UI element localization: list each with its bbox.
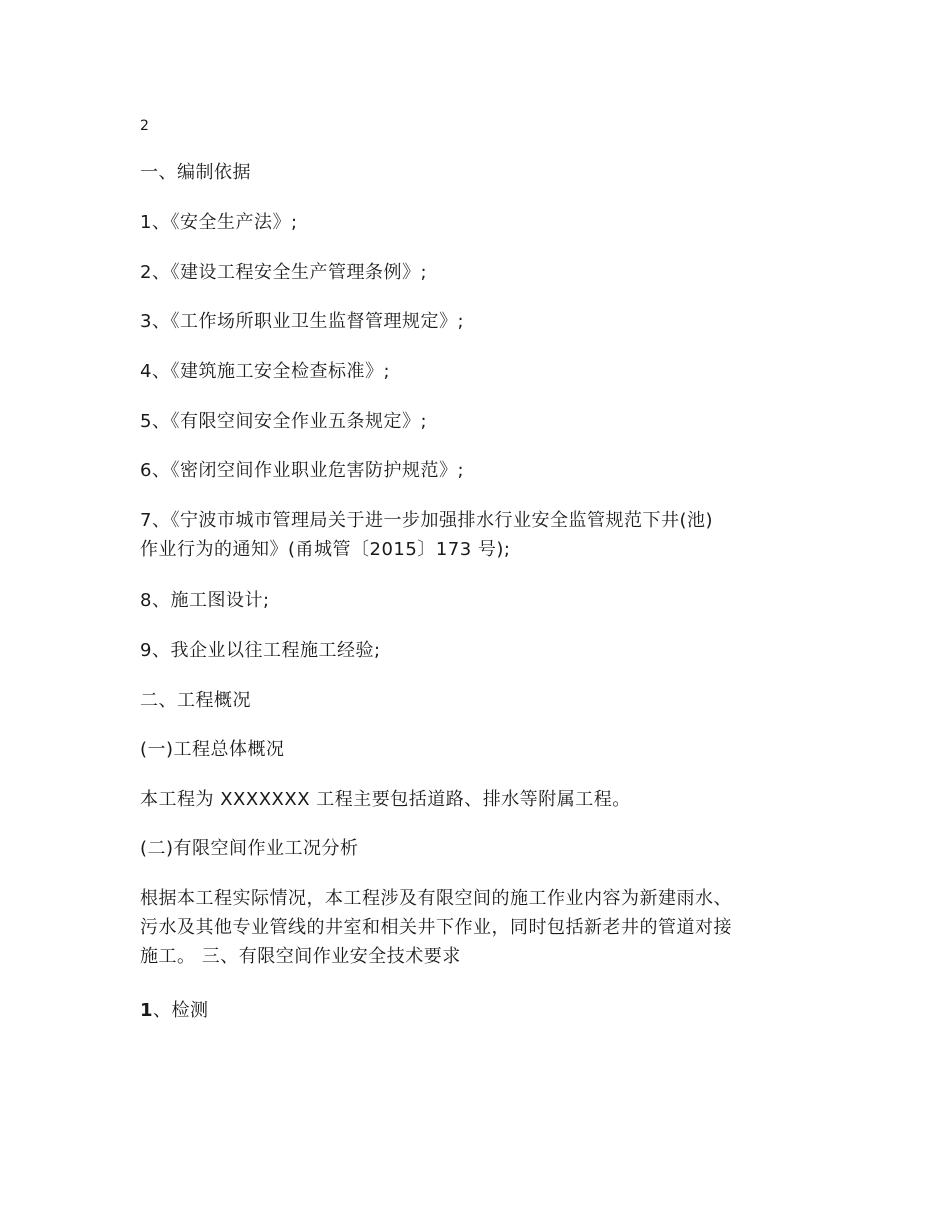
subheading-general-overview: (一)工程总体概况 xyxy=(140,739,285,760)
page-number: 2 xyxy=(140,118,149,134)
subheading-detection-text: 、检测 xyxy=(153,1000,209,1021)
paragraph-line-2: 污水及其他专业管线的井室和相关井下作业，同时包括新老井的管道对接 xyxy=(140,917,732,938)
list-item-2: 2、《建设工程安全生产管理条例》; xyxy=(140,262,428,283)
subheading-detection-number: 1 xyxy=(140,1000,154,1021)
subheading-detection xyxy=(140,996,209,1025)
paragraph-line-1: 根据本工程实际情况，本工程涉及有限空间的施工作业内容为新建雨水、 xyxy=(140,888,732,909)
paragraph-confined-space-analysis xyxy=(140,884,732,971)
paragraph-project-scope: 本工程为 XXXXXXX 工程主要包括道路、排水等附属工程。 xyxy=(140,789,631,810)
list-item-9: 9、我企业以往工程施工经验; xyxy=(140,640,381,661)
list-item-7-line-2: 作业行为的通知》(甬城管〔2015〕173 号); xyxy=(140,539,511,560)
list-item-1: 1、《安全生产法》; xyxy=(140,212,298,233)
list-item-7-line-1: 7、《宁波市城市管理局关于进一步加强排水行业安全监管规范下井(池) xyxy=(140,510,713,531)
list-item-7 xyxy=(140,506,713,564)
paragraph-line-3: 施工。 三、有限空间作业安全技术要求 xyxy=(140,946,461,967)
heading-compilation-basis: 一、编制依据 xyxy=(140,162,251,183)
list-item-6: 6、《密闭空间作业职业危害防护规范》; xyxy=(140,460,465,481)
list-item-8: 8、施工图设计; xyxy=(140,590,270,611)
list-item-3: 3、《工作场所职业卫生监督管理规定》; xyxy=(140,311,465,332)
list-item-5: 5、《有限空间安全作业五条规定》; xyxy=(140,411,428,432)
subheading-confined-space-analysis: (二)有限空间作业工况分析 xyxy=(140,838,359,859)
list-item-4: 4、《建筑施工安全检查标准》; xyxy=(140,361,391,382)
heading-project-overview: 二、工程概况 xyxy=(140,690,251,711)
